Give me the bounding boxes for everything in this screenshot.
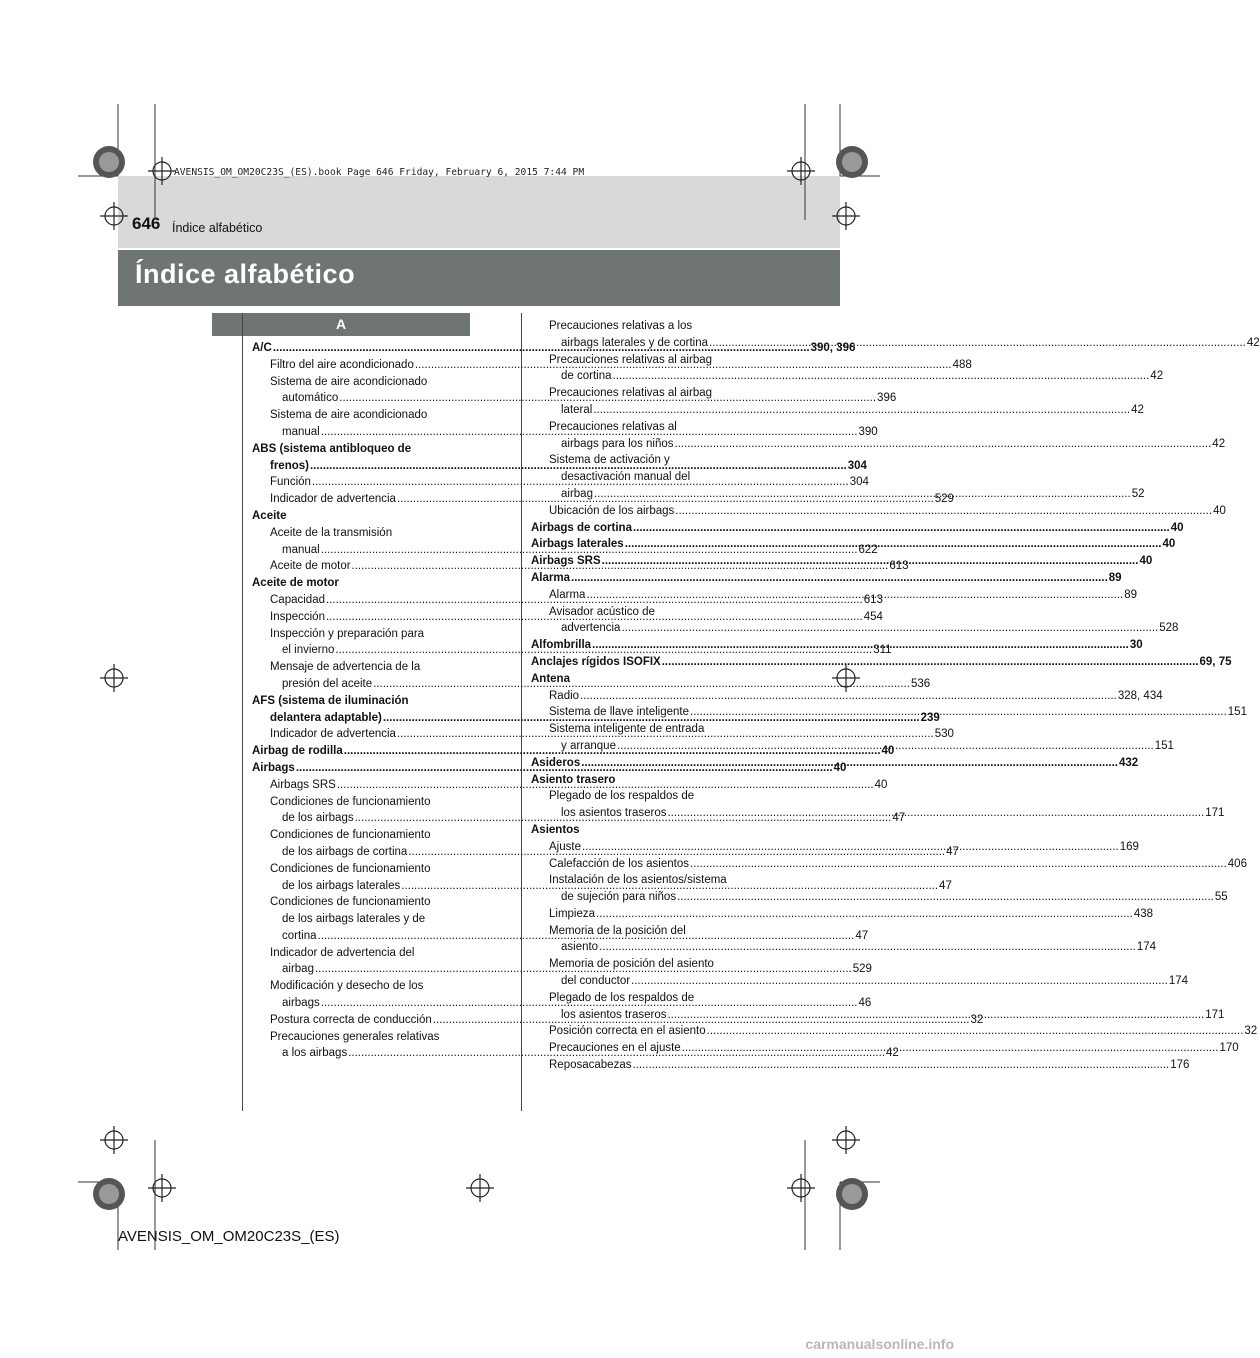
index-page-ref: 613 xyxy=(889,560,909,573)
index-entry-text: airbags para los niños xyxy=(561,437,674,450)
index-entry-text: los asientos traseros xyxy=(561,1008,667,1021)
index-page-ref: 32 xyxy=(1244,1025,1258,1038)
index-entry-text: AFS (sistema de iluminación xyxy=(252,694,409,707)
index-page-ref: 328, 434 xyxy=(1117,689,1163,702)
index-entry-text: manual xyxy=(282,543,320,556)
index-entry-text: Sistema de activación y xyxy=(549,454,670,467)
index-page-ref: 42 xyxy=(1246,336,1260,349)
index-entry-text: Condiciones de funcionamiento xyxy=(270,829,431,842)
index-entry-text: cortina xyxy=(282,929,317,942)
index-entry-text: Indicador de advertencia xyxy=(270,728,396,741)
index-entry-text: Airbag de rodilla xyxy=(252,745,343,758)
index-page-ref: 528 xyxy=(1159,622,1179,635)
index-page-ref: 304 xyxy=(849,476,869,489)
index-entry-text: Función xyxy=(270,476,311,489)
index-entry-text: Condiciones de funcionamiento xyxy=(270,896,431,909)
index-page-ref: 174 xyxy=(1168,975,1189,988)
index-entry-text: airbags laterales y de cortina xyxy=(561,336,709,349)
index-page-ref: 32 xyxy=(970,1013,984,1026)
index-entry-text: y arranque xyxy=(561,739,616,752)
index-entry-text: Inspección y preparación para xyxy=(270,627,425,640)
index-entry-text: advertencia xyxy=(561,622,621,635)
index-entry-text: Plegado de los respaldos de xyxy=(549,991,695,1004)
index-entry-text: de los airbags laterales xyxy=(282,879,401,892)
index-page-ref: 47 xyxy=(946,845,959,858)
index-entry-text: Modificación y desecho de los xyxy=(270,980,424,993)
index-entry-text: Airbags SRS xyxy=(270,778,336,791)
index-entry-text: Calefacción de los asientos xyxy=(549,857,689,870)
index-entry-text: Memoria de posición del asiento xyxy=(549,958,714,971)
index-page-ref: 171 xyxy=(1205,1008,1225,1021)
index-entry-text: Antena xyxy=(531,672,570,685)
watermark: carmanualsonline.info xyxy=(805,1336,954,1352)
index-page-ref: 40 xyxy=(833,761,847,774)
index-page-ref: 304 xyxy=(847,459,867,472)
index-page-ref: 536 xyxy=(910,677,931,690)
index-entry-text: Condiciones de funcionamiento xyxy=(270,795,431,808)
index-entry-text: manual xyxy=(282,425,320,438)
index-entry-text: Sistema de llave inteligente xyxy=(549,706,689,719)
index-entry-text: airbags xyxy=(282,997,320,1010)
index-entry-text: Filtro del aire acondicionado xyxy=(270,358,414,371)
index-page-ref: 55 xyxy=(1214,891,1228,904)
index-entry-text: Airbags SRS xyxy=(531,555,601,568)
index-entry-text: Airbags xyxy=(252,761,295,774)
index-page-ref: 42 xyxy=(1150,370,1164,383)
index-entry-text: de los airbags de cortina xyxy=(282,845,408,858)
index-page-ref: 239 xyxy=(920,711,940,724)
index-page-ref: 89 xyxy=(1124,588,1138,601)
index-entry-text: Asideros xyxy=(531,756,581,769)
index-page-ref: 171 xyxy=(1205,807,1225,820)
index-page-ref: 151 xyxy=(1154,739,1174,752)
index-page-ref: 488 xyxy=(952,358,972,371)
index-page-ref: 529 xyxy=(934,493,954,506)
index-entry-text: Inspección xyxy=(270,610,325,623)
page-title: Índice alfabético xyxy=(135,259,356,289)
index-entry-text: Alarma xyxy=(531,571,570,584)
index-entry-text: de sujeción para niños xyxy=(561,891,677,904)
index-entry-text: Plegado de los respaldos de xyxy=(549,790,695,803)
index-entry-text: Postura correcta de conducción xyxy=(270,1013,432,1026)
book-stamp: AVENSIS_OM_OM20C23S_(ES).book Page 646 Friday, February 6, 2015 7:44 PM xyxy=(174,167,585,178)
index-entry-text: Ajuste xyxy=(549,840,581,853)
index-entry-text: Reposacabezas xyxy=(549,1059,632,1072)
index-entry-text: airbag xyxy=(282,963,314,976)
index-entry-text: Limpieza xyxy=(549,907,596,920)
index-entry-text: Alarma xyxy=(549,588,586,601)
index-page-ref: 89 xyxy=(1108,571,1122,584)
index-entry-text: presión del aceite xyxy=(282,677,373,690)
index-page-ref: 406 xyxy=(1227,857,1247,870)
index-entry-text: A/C xyxy=(252,342,272,354)
index-page-ref: 529 xyxy=(852,963,872,976)
index-entry-text: Asientos xyxy=(531,823,580,836)
index-page-ref: 40 xyxy=(1162,538,1176,551)
index-entry-text: Radio xyxy=(549,689,580,702)
header-section-name: Índice alfabético xyxy=(172,221,263,235)
index-page-ref: 52 xyxy=(1131,487,1145,500)
index-entry-text: ABS (sistema antibloqueo de xyxy=(252,442,412,455)
index-page-ref: 47 xyxy=(892,812,906,825)
index-entry-text: delantera adaptable) xyxy=(270,711,382,724)
index-page-ref: 390, 396 xyxy=(810,342,856,354)
index-entry-text: Indicador de advertencia del xyxy=(270,946,415,959)
index-entry-text: Aceite de motor xyxy=(270,560,351,573)
index-entry-text: Condiciones de funcionamiento xyxy=(270,862,431,875)
index-entry-text: Airbags de cortina xyxy=(531,521,632,534)
index-page-ref: 40 xyxy=(1170,521,1184,534)
index-entry-text: Indicador de advertencia xyxy=(270,493,396,506)
index-entry-text: Precauciones relativas al xyxy=(549,420,677,433)
index-page-ref: 176 xyxy=(1170,1059,1190,1072)
index-page-ref: 454 xyxy=(863,610,883,623)
index-page-ref: 432 xyxy=(1119,756,1139,769)
index-entry-text: asiento xyxy=(561,941,599,954)
index-entry-text: el invierno xyxy=(282,644,335,657)
index-page-ref: 40 xyxy=(881,745,895,758)
index-page-ref: 47 xyxy=(855,929,869,942)
index-entry-text: Precauciones relativas al airbag xyxy=(549,387,713,400)
index-page-ref: 42 xyxy=(886,1047,899,1060)
index-page-ref: 42 xyxy=(1131,403,1144,416)
index-page-ref: 69, 75 xyxy=(1199,655,1232,668)
index-entry-text: frenos) xyxy=(270,459,309,472)
index-entry-text: Asiento trasero xyxy=(531,773,616,786)
index-entry-text: lateral xyxy=(561,403,593,416)
index-entry-text: Airbags laterales xyxy=(531,538,624,551)
index-entry-text: Sistema inteligente de entrada xyxy=(549,723,705,736)
index-entry-text: automático xyxy=(282,392,339,405)
index-entry-text: Mensaje de advertencia de la xyxy=(270,661,421,674)
index-page-ref: 169 xyxy=(1119,840,1139,853)
index-entry-text: Precauciones relativas a los xyxy=(549,320,693,332)
index-entry-text: Precauciones relativas al airbag xyxy=(549,353,713,366)
index-entry-text: Precauciones generales relativas xyxy=(270,1030,440,1043)
index-page-ref: 530 xyxy=(934,728,954,741)
index-entry-text: Ubicación de los airbags xyxy=(549,504,675,517)
index-entry-text: Capacidad xyxy=(270,593,325,606)
index-page-ref: 396 xyxy=(877,392,897,405)
index-page-ref: 30 xyxy=(1129,639,1143,652)
index-entry-text: Instalación de los asientos/sistema xyxy=(549,874,727,887)
index-page-ref: 438 xyxy=(1133,907,1153,920)
index-page-ref: 47 xyxy=(939,879,952,892)
index-entry-text: Avisador acústico de xyxy=(549,605,655,618)
index-entry-text: Anclajes rígidos ISOFIX xyxy=(531,655,661,668)
index-page-ref: 622 xyxy=(858,543,878,556)
index-entry-text: airbag xyxy=(561,487,593,500)
index-entry-text: Alfombrilla xyxy=(531,639,592,652)
index-entry-text: Sistema de aire acondicionado xyxy=(270,409,428,422)
index-entry-text: del conductor xyxy=(561,975,631,988)
index-page-ref: 42 xyxy=(1212,437,1226,450)
index-page-ref: 46 xyxy=(858,997,872,1010)
index-entry-text: Sistema de aire acondicionado xyxy=(270,375,428,388)
index-entry-text: los asientos traseros xyxy=(561,807,667,820)
index-page-ref: 151 xyxy=(1227,706,1247,719)
index-entry-text: Posición correcta en el asiento xyxy=(549,1025,706,1038)
index-entry-text: Memoria de la posición del xyxy=(549,924,686,937)
page-number: 646 xyxy=(132,214,161,233)
index-page-ref: 40 xyxy=(874,778,888,791)
index-page-ref: 174 xyxy=(1136,941,1157,954)
registration-target-icons xyxy=(93,146,868,1210)
index-entry-text: Aceite de motor xyxy=(252,577,339,590)
index-entry-text: Aceite de la transmisión xyxy=(270,526,393,539)
index-entry-text: de los airbags xyxy=(282,812,354,825)
section-letter-header: A xyxy=(212,313,470,336)
index-page-ref: 390 xyxy=(858,425,878,438)
index-page-ref: 40 xyxy=(1139,555,1153,568)
index-page-ref: 170 xyxy=(1219,1042,1239,1055)
index-page-ref: 40 xyxy=(1213,504,1226,517)
footer-code: AVENSIS_OM_OM20C23S_(ES) xyxy=(118,1228,340,1245)
index-entry-text: a los airbags xyxy=(282,1047,348,1060)
index-entry-text: Precauciones en el ajuste xyxy=(549,1042,681,1055)
index-entry-text: de cortina xyxy=(561,370,612,383)
index-entry-text: desactivación manual del xyxy=(561,471,691,484)
index-page-ref: 311 xyxy=(873,644,892,657)
index-page-ref: 613 xyxy=(863,593,883,606)
index-entry-text: de los airbags laterales y de xyxy=(282,913,426,926)
index-entry-text: Aceite xyxy=(252,509,287,522)
